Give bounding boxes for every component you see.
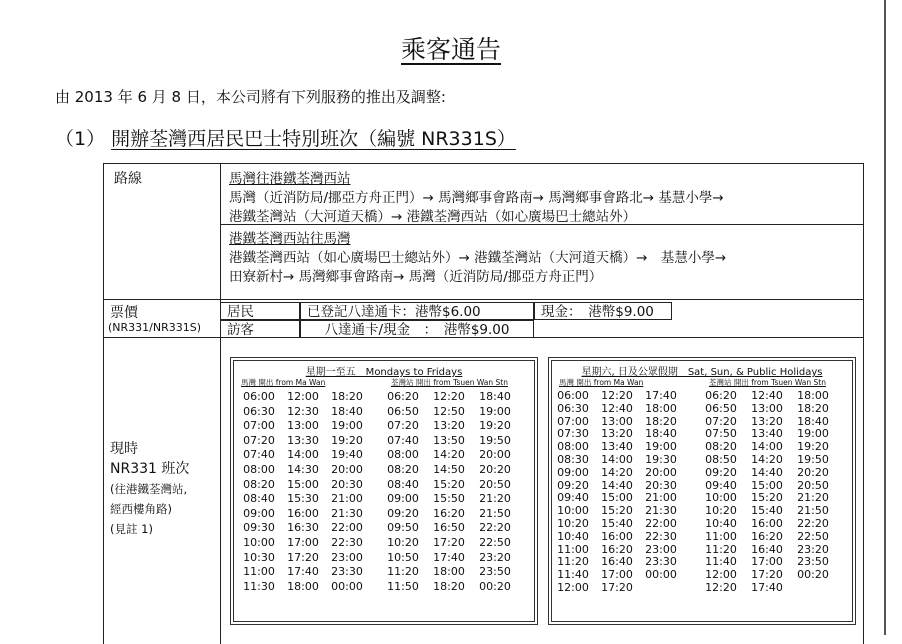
departure-time: 22:20: [797, 516, 829, 530]
departure-time: 23:30: [331, 565, 363, 579]
departure-time: 15:20: [751, 491, 783, 505]
section-heading: [55, 124, 516, 151]
departure-time: 10:30: [243, 550, 275, 564]
departure-time: 14:00: [287, 448, 319, 462]
notice-intro: 由 2013 年 6 月 8 日，本公司將有下列服務的推出及調整:: [55, 88, 446, 106]
fare-visitor-amount: 八達通卡/現金 ： 港幣$9.00: [300, 320, 534, 338]
departure-time: 22:30: [331, 535, 363, 549]
departure-time: 20:00: [645, 465, 677, 479]
departure-time: 20:20: [479, 462, 511, 476]
departure-time: 12:20: [705, 580, 737, 594]
departure-time: 12:50: [433, 404, 465, 418]
departure-time: 17:20: [751, 568, 783, 582]
departure-time: 11:00: [243, 565, 275, 579]
timetable-column: [283, 390, 323, 594]
departure-time: 23:00: [645, 542, 677, 556]
departure-time: 10:20: [387, 535, 419, 549]
departure-time: 19:20: [331, 433, 363, 447]
departure-time: 06:50: [387, 404, 419, 418]
departure-time: 21:50: [797, 504, 829, 518]
departure-time: 07:50: [705, 427, 737, 441]
departure-time: 22:50: [479, 535, 511, 549]
departure-time: 09:20: [387, 506, 419, 520]
fare-resident-label: 居民: [220, 302, 300, 320]
departure-time: 14:00: [601, 452, 633, 466]
departure-time: 18:40: [331, 404, 363, 418]
departure-time: 13:30: [287, 433, 319, 447]
departure-time: 18:40: [479, 390, 511, 403]
holiday-sub-left: 馬灣 開出 from Ma Wan: [559, 378, 644, 387]
departure-time: 07:40: [387, 433, 419, 447]
departure-time: 16:30: [287, 521, 319, 535]
departure-time: 10:00: [557, 504, 589, 518]
route-label: 路線: [114, 171, 142, 187]
departure-time: 17:20: [601, 580, 633, 594]
departure-time: 16:00: [601, 529, 633, 543]
fare-label-sub: (NR331/NR331S): [108, 321, 202, 334]
departure-time: 11:40: [557, 568, 589, 582]
departure-time: 23:50: [479, 565, 511, 579]
section-number: （1）: [55, 128, 106, 150]
departure-time: 22:20: [479, 521, 511, 535]
departure-time: 13:00: [751, 401, 783, 415]
departure-time: 17:40: [645, 389, 677, 402]
departure-time: 21:20: [479, 492, 511, 506]
table-row-divider: [104, 299, 863, 300]
timetable-column: [383, 390, 423, 594]
departure-time: 20:20: [797, 465, 829, 479]
departure-time: 14:50: [433, 462, 465, 476]
holiday-timetable: [548, 357, 856, 625]
departure-time: 17:00: [601, 568, 633, 582]
departure-time: 20:30: [331, 477, 363, 491]
departure-time: 19:50: [797, 452, 829, 466]
holiday-title: 星期六, 日及公眾假期 Sat, Sun, & Public Holidays: [581, 367, 823, 378]
departure-time: 00:20: [797, 568, 829, 582]
departure-time: 15:00: [287, 477, 319, 491]
departure-time: 14:20: [433, 448, 465, 462]
departure-time: 19:40: [331, 448, 363, 462]
departure-time: 16:20: [751, 529, 783, 543]
departure-time: 09:20: [705, 465, 737, 479]
departure-time: 12:40: [751, 389, 783, 402]
departure-time: 12:20: [601, 389, 633, 402]
departure-time: 09:00: [243, 506, 275, 520]
departure-time: 18:00: [797, 389, 829, 402]
departure-time: 13:20: [751, 414, 783, 428]
departure-time: 16:00: [751, 516, 783, 530]
departure-time: 17:00: [287, 535, 319, 549]
departure-time: 19:00: [479, 404, 511, 418]
departure-time: 16:00: [287, 506, 319, 520]
departure-time: 21:00: [331, 492, 363, 506]
departure-time: 00:20: [479, 579, 511, 593]
departure-time: 18:40: [797, 414, 829, 428]
table-divider: [220, 164, 221, 644]
departure-time: 12:00: [557, 580, 589, 594]
departure-time: 14:00: [751, 440, 783, 454]
departure-time: 23:20: [479, 550, 511, 564]
departure-time: 23:00: [331, 550, 363, 564]
departure-time: [641, 582, 681, 595]
departure-time: 23:20: [797, 542, 829, 556]
fare-resident-cash: 現金： 港幣$9.00: [534, 302, 672, 320]
timetable-column: [327, 390, 367, 594]
timetable-column: [239, 390, 279, 594]
departure-time: 12:00: [287, 390, 319, 403]
departure-time: 09:40: [557, 491, 589, 505]
departure-time: 14:30: [287, 462, 319, 476]
departure-time: 20:30: [645, 478, 677, 492]
departure-time: 22:50: [797, 529, 829, 543]
departure-time: 21:30: [645, 504, 677, 518]
weekday-timetable: [230, 357, 538, 625]
departure-time: 12:40: [601, 401, 633, 415]
departure-time: 06:20: [705, 389, 737, 402]
departure-time: 15:20: [433, 477, 465, 491]
departure-time: 08:20: [387, 462, 419, 476]
departure-time: 14:40: [751, 465, 783, 479]
weekday-sub-left: 馬灣 開出 from Ma Wan: [241, 378, 326, 387]
departure-time: 09:00: [557, 465, 589, 479]
departure-time: 13:00: [601, 414, 633, 428]
departure-time: 14:20: [601, 465, 633, 479]
departure-time: 15:40: [751, 504, 783, 518]
current-line5: (見註 1): [110, 522, 153, 536]
weekday-title: 星期一至五 Mondays to Fridays: [305, 367, 463, 378]
departure-time: 17:40: [287, 565, 319, 579]
departure-time: 07:20: [243, 433, 275, 447]
departure-time: 13:20: [601, 427, 633, 441]
departure-time: 18:00: [287, 579, 319, 593]
section-text: 開辦荃灣西居民巴士特別班次（編號 NR331S）: [111, 128, 516, 150]
departure-time: 18:40: [645, 427, 677, 441]
timetable-column: [597, 390, 637, 595]
departure-time: 15:30: [287, 492, 319, 506]
fare-visitor-label: 訪客: [220, 320, 300, 338]
departure-time: 11:00: [705, 529, 737, 543]
departure-time: 20:00: [479, 448, 511, 462]
route-direction2-line1: 港鐵荃灣西站（如心廣場巴士總站外）→ 港鐵荃灣站（大河道天橋）→ 基慧小學→: [229, 250, 727, 266]
departure-time: 16:40: [751, 542, 783, 556]
departure-time: 06:20: [387, 390, 419, 403]
departure-time: 10:20: [705, 504, 737, 518]
departure-time: 21:30: [331, 506, 363, 520]
departure-time: 06:00: [243, 390, 275, 403]
departure-time: 07:30: [557, 427, 589, 441]
departure-time: 08:40: [387, 477, 419, 491]
departure-time: 11:20: [557, 555, 589, 569]
timetable-column: [747, 390, 787, 595]
departure-time: 14:40: [601, 478, 633, 492]
departure-time: 07:20: [705, 414, 737, 428]
departure-time: 15:40: [601, 516, 633, 530]
departure-time: 10:20: [557, 516, 589, 530]
fare-resident-octopus: 已登記八達通卡：港幣$6.00: [300, 302, 534, 320]
timetable-column: [701, 390, 741, 595]
departure-time: 19:20: [479, 419, 511, 433]
current-line1: 現時: [110, 441, 138, 457]
weekday-sub-right: 荃灣站 開出 from Tsuen Wan Stn: [391, 378, 508, 387]
departure-time: 11:00: [557, 542, 589, 556]
departure-time: 12:20: [433, 390, 465, 403]
departure-time: 23:30: [645, 555, 677, 569]
timetable-column: [553, 390, 593, 595]
departure-time: 11:30: [243, 579, 275, 593]
page-edge-line: [884, 0, 886, 635]
departure-time: 00:00: [645, 568, 677, 582]
timetable-column: [793, 390, 833, 595]
departure-time: 13:20: [433, 419, 465, 433]
current-line4: 經西樓角路): [110, 502, 172, 516]
departure-time: 17:00: [751, 555, 783, 569]
departure-time: 23:50: [797, 555, 829, 569]
current-line2: NR331 班次: [110, 461, 190, 477]
departure-time: 10:00: [243, 535, 275, 549]
departure-time: 12:30: [287, 404, 319, 418]
departure-time: 17:40: [433, 550, 465, 564]
departure-time: 19:50: [479, 433, 511, 447]
departure-time: 16:40: [601, 555, 633, 569]
departure-time: 08:00: [557, 440, 589, 454]
departure-time: 16:20: [601, 542, 633, 556]
departure-time: 11:50: [387, 579, 419, 593]
route-direction1-line1: 馬灣（近消防局/挪亞方舟正門）→ 馬灣鄉事會路南→ 馬灣鄉事會路北→ 基慧小學→: [229, 190, 724, 206]
departure-time: 22:30: [645, 529, 677, 543]
departure-time: 21:20: [797, 491, 829, 505]
departure-time: 08:40: [243, 492, 275, 506]
departure-time: 20:50: [797, 478, 829, 492]
timetable-column: [475, 390, 515, 594]
departure-time: 09:00: [387, 492, 419, 506]
departure-time: 15:50: [433, 492, 465, 506]
timetable-column: [641, 390, 681, 595]
departure-time: 18:20: [645, 414, 677, 428]
departure-time: 08:20: [243, 477, 275, 491]
departure-time: 11:40: [705, 555, 737, 569]
departure-time: 07:40: [243, 448, 275, 462]
departure-time: 10:40: [705, 516, 737, 530]
departure-time: 11:20: [705, 542, 737, 556]
departure-time: 10:40: [557, 529, 589, 543]
departure-time: 18:20: [797, 401, 829, 415]
departure-time: 07:00: [557, 414, 589, 428]
departure-time: 18:20: [433, 579, 465, 593]
departure-time: 13:40: [601, 440, 633, 454]
departure-time: 16:20: [433, 506, 465, 520]
departure-time: 12:00: [705, 568, 737, 582]
departure-time: 16:50: [433, 521, 465, 535]
departure-time: 19:20: [797, 440, 829, 454]
departure-time: 19:00: [797, 427, 829, 441]
departure-time: 07:20: [387, 419, 419, 433]
fare-label: 票價: [110, 305, 138, 321]
departure-time: 20:50: [479, 477, 511, 491]
departure-time: 13:00: [287, 419, 319, 433]
notice-title: 乘客通告: [400, 35, 501, 64]
current-service-label: [110, 439, 189, 539]
service-table: [103, 163, 864, 644]
departure-time: 21:00: [645, 491, 677, 505]
departure-time: 22:00: [331, 521, 363, 535]
departure-time: 08:00: [243, 462, 275, 476]
departure-time: 15:00: [751, 478, 783, 492]
departure-time: 09:20: [557, 478, 589, 492]
departure-time: [793, 582, 833, 595]
departure-time: 19:00: [331, 419, 363, 433]
departure-time: 06:00: [557, 389, 589, 402]
departure-time: 10:00: [705, 491, 737, 505]
departure-time: 17:20: [287, 550, 319, 564]
timetable-column: [429, 390, 469, 594]
departure-time: 10:50: [387, 550, 419, 564]
route-direction1-line2: 港鐵荃灣站（大河道天橋）→ 港鐵荃灣西站（如心廣場巴士總站外）: [229, 209, 637, 225]
departure-time: 19:30: [645, 452, 677, 466]
departure-time: 17:20: [433, 535, 465, 549]
departure-time: 08:30: [557, 452, 589, 466]
departure-time: 07:00: [243, 419, 275, 433]
departure-time: 22:00: [645, 516, 677, 530]
departure-time: 09:40: [705, 478, 737, 492]
departure-time: 06:30: [557, 401, 589, 415]
departure-time: 15:00: [601, 491, 633, 505]
departure-time: 06:30: [243, 404, 275, 418]
departure-time: 19:00: [645, 440, 677, 454]
departure-time: 09:50: [387, 521, 419, 535]
departure-time: 08:50: [705, 452, 737, 466]
departure-time: 00:00: [331, 579, 363, 593]
route-direction1-heading: 馬灣往港鐵荃灣西站: [229, 171, 351, 187]
departure-time: 09:30: [243, 521, 275, 535]
departure-time: 15:20: [601, 504, 633, 518]
departure-time: 21:50: [479, 506, 511, 520]
departure-time: 13:50: [433, 433, 465, 447]
departure-time: 08:20: [705, 440, 737, 454]
route-direction2-heading: 港鐵荃灣西站往馬灣: [229, 231, 351, 247]
current-line3: (往港鐵荃灣站,: [110, 482, 188, 496]
route-direction2-line2: 田寮新村→ 馬灣鄉事會路南→ 馬灣（近消防局/挪亞方舟正門）: [229, 269, 603, 285]
departure-time: 20:00: [331, 462, 363, 476]
departure-time: 13:40: [751, 427, 783, 441]
departure-time: 08:00: [387, 448, 419, 462]
holiday-sub-right: 荃灣站 開出 from Tsuen Wan Stn: [709, 378, 826, 387]
departure-time: 18:00: [645, 401, 677, 415]
departure-time: 18:20: [331, 390, 363, 403]
departure-time: 17:40: [751, 580, 783, 594]
departure-time: 06:50: [705, 401, 737, 415]
departure-time: 14:20: [751, 452, 783, 466]
departure-time: 11:20: [387, 565, 419, 579]
departure-time: 18:00: [433, 565, 465, 579]
